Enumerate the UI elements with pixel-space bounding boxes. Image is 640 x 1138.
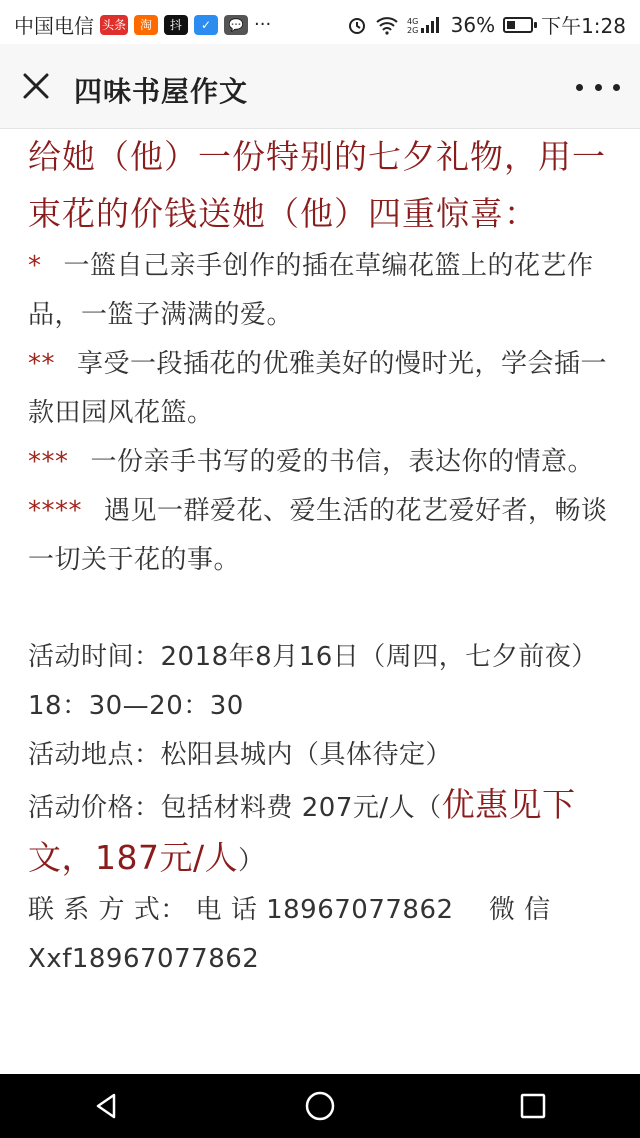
signal-icon (407, 15, 443, 35)
close-button[interactable] (18, 68, 54, 104)
more-options-button[interactable] (576, 72, 620, 102)
gift-item (28, 487, 618, 585)
star-marker: * (28, 251, 42, 281)
battery-icon (503, 17, 533, 33)
battery-percent: 36% (450, 12, 496, 37)
event-time: 活动时间：2018年8月16日（周四，七夕前夜） 18：30—20：30 (28, 642, 598, 721)
taobao-icon: 淘 (134, 15, 158, 35)
home-button[interactable] (290, 1076, 350, 1136)
star-marker: ** (28, 349, 55, 379)
toutiao-icon: 头条 (100, 15, 128, 35)
svg-text:2G: 2G (406, 25, 418, 35)
article-headline: 给她（他）一份特别的七夕礼物，用一束花的价钱送她（他）四重惊喜： (28, 137, 606, 233)
more-dot-icon (595, 84, 602, 91)
svg-text:4G: 4G (406, 16, 418, 26)
gift-item (28, 242, 618, 340)
price-suffix: ） (238, 846, 265, 876)
carrier-label: 中国电信 (14, 14, 94, 38)
recent-apps-button[interactable] (503, 1076, 563, 1136)
gift-item (28, 438, 618, 487)
star-marker: *** (28, 447, 69, 477)
spacer (28, 585, 618, 633)
more-dot-icon (613, 84, 620, 91)
event-price (28, 780, 618, 886)
page-title: 四味书屋作文 (74, 75, 249, 108)
event-place: 活动地点：松阳县城内（具体待定） (28, 740, 453, 770)
recent-square-icon (519, 1092, 547, 1120)
status-left (14, 10, 271, 39)
status-right (347, 10, 626, 39)
more-dot-icon (576, 84, 583, 91)
article-content (28, 128, 618, 984)
gift-item (28, 340, 618, 438)
gift-item-text: 遇见一群爱花、爱生活的花艺爱好者，畅谈一切关于花的事。 (28, 496, 608, 575)
price-highlight: 优惠见下文，187元/人 (28, 785, 576, 877)
gift-item-text: 一份亲手书写的爱的书信，表达你的情意。 (90, 447, 595, 477)
close-icon (18, 68, 54, 104)
home-circle-icon (304, 1090, 336, 1122)
back-triangle-icon (92, 1091, 122, 1121)
gift-item-text: 一篮自己亲手创作的插在草编花篮上的花艺作品，一篮子满满的爱。 (28, 251, 594, 330)
back-button[interactable] (77, 1076, 137, 1136)
top-nav-bar (0, 44, 640, 129)
status-bar (0, 0, 640, 44)
star-marker: **** (28, 496, 82, 526)
battery-level-fill (507, 21, 515, 29)
price-prefix: 活动价格：包括材料费 207元/人（ (28, 793, 442, 823)
douyin-icon: 抖 (164, 15, 188, 35)
gift-item-text: 享受一段插花的优雅美好的慢时光，学会插一款田园风花篮。 (28, 349, 608, 428)
event-contact: 联 系 方 式： 电 话 18967077862 微 信 Xxf18967077862 (28, 895, 551, 974)
wifi-icon (375, 15, 399, 35)
chat-icon: 💬 (224, 15, 248, 35)
mail-icon: ✓ (194, 15, 218, 35)
more-notifications-icon: ··· (254, 14, 272, 35)
alarm-icon (347, 15, 367, 35)
system-navigation-bar (0, 1074, 640, 1138)
clock: 下午1:28 (541, 14, 626, 38)
